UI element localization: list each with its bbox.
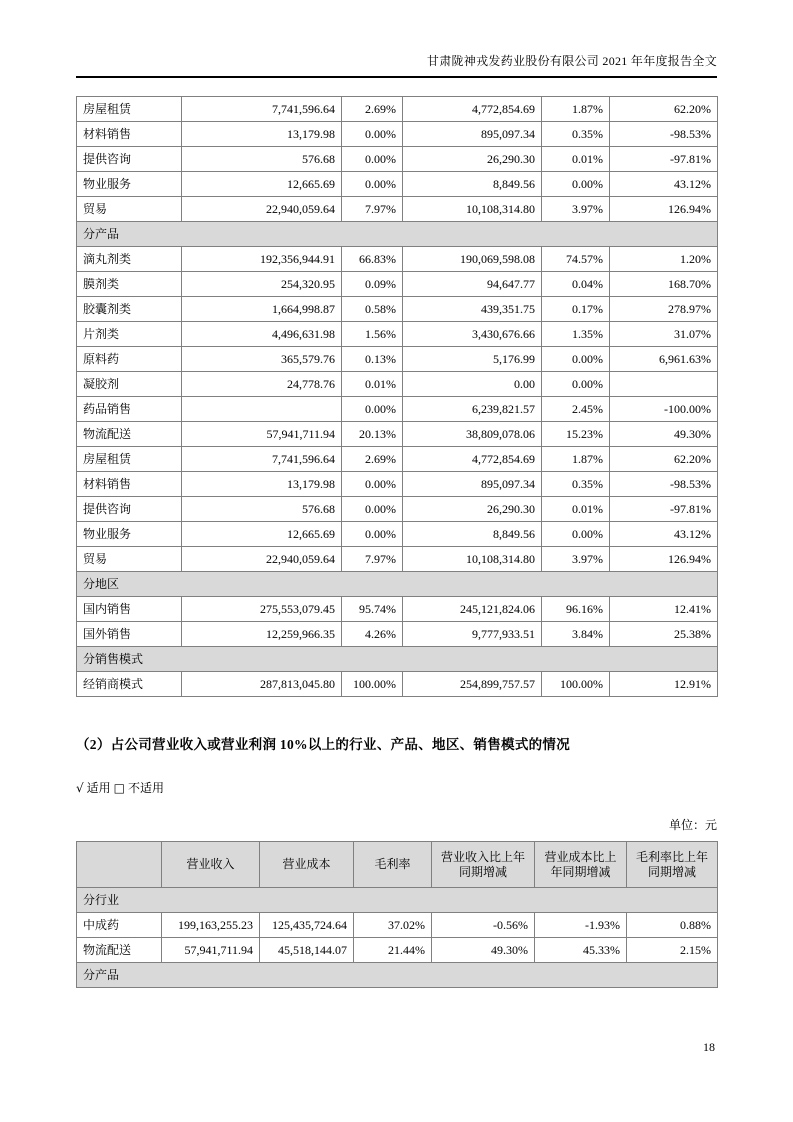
table-row <box>77 197 718 222</box>
cell-value: 24,778.76 <box>182 372 342 397</box>
page-number: 18 <box>703 1040 715 1054</box>
cell-value: 95.74% <box>342 597 403 622</box>
cell-value: 45.33% <box>535 938 627 963</box>
cell-value: 0.00% <box>342 397 403 422</box>
row-label: 片剂类 <box>77 322 182 347</box>
cell-value: 0.13% <box>342 347 403 372</box>
row-label: 物流配送 <box>77 422 182 447</box>
cell-value: -97.81% <box>610 147 718 172</box>
cell-value: 22,940,059.64 <box>182 197 342 222</box>
cell-value: 22,940,059.64 <box>182 547 342 572</box>
cell-value: 0.00% <box>542 172 610 197</box>
cell-value: 5,176.99 <box>403 347 542 372</box>
cell-value: 21.44% <box>354 938 432 963</box>
row-label: 经销商模式 <box>77 672 182 697</box>
cell-value: 576.68 <box>182 497 342 522</box>
cell-value: 12.41% <box>610 597 718 622</box>
cell-value: 57,941,711.94 <box>182 422 342 447</box>
cell-value: 0.00% <box>542 522 610 547</box>
page-content <box>76 0 717 988</box>
table-row <box>77 938 718 963</box>
row-label: 房屋租赁 <box>77 447 182 472</box>
section-label: 分销售模式 <box>77 647 718 672</box>
row-label: 房屋租赁 <box>77 97 182 122</box>
cell-value: 12,259,966.35 <box>182 622 342 647</box>
cell-value: 2.45% <box>542 397 610 422</box>
cell-value: 6,961.63% <box>610 347 718 372</box>
table-row <box>77 547 718 572</box>
row-label: 国外销售 <box>77 622 182 647</box>
cell-value: 10,108,314.80 <box>403 547 542 572</box>
section-label: 分产品 <box>77 222 718 247</box>
cell-value: 0.04% <box>542 272 610 297</box>
table-row <box>77 97 718 122</box>
cell-value: -97.81% <box>610 497 718 522</box>
table-row <box>77 913 718 938</box>
cell-value: 192,356,944.91 <box>182 247 342 272</box>
table-row <box>77 372 718 397</box>
cell-value: 94,647.77 <box>403 272 542 297</box>
column-header: 毛利率比上年同期增减 <box>627 842 718 888</box>
table-row <box>77 272 718 297</box>
table2-body <box>77 888 718 988</box>
check-icon: √ <box>76 781 84 795</box>
cell-value: 168.70% <box>610 272 718 297</box>
table-row <box>77 522 718 547</box>
cell-value: 10,108,314.80 <box>403 197 542 222</box>
cell-value: -100.00% <box>610 397 718 422</box>
table-row <box>77 172 718 197</box>
row-label: 滴丸剂类 <box>77 247 182 272</box>
cell-value: 8,849.56 <box>403 522 542 547</box>
table-row <box>77 447 718 472</box>
cell-value: 31.07% <box>610 322 718 347</box>
cell-value: 100.00% <box>542 672 610 697</box>
cell-value: 13,179.98 <box>182 122 342 147</box>
cell-value: 3.97% <box>542 547 610 572</box>
section-row <box>77 888 718 913</box>
column-header: 营业成本比上年同期增减 <box>535 842 627 888</box>
cell-value: 245,121,824.06 <box>403 597 542 622</box>
cell-value: 62.20% <box>610 97 718 122</box>
table-row <box>77 347 718 372</box>
cell-value: 3.84% <box>542 622 610 647</box>
cell-value: 0.00% <box>542 372 610 397</box>
row-label: 中成药 <box>77 913 162 938</box>
cell-value: 4,772,854.69 <box>403 97 542 122</box>
table-row <box>77 397 718 422</box>
cell-value: 6,239,821.57 <box>403 397 542 422</box>
cell-value: -1.93% <box>535 913 627 938</box>
section-label: 分产品 <box>77 963 718 988</box>
column-header <box>77 842 162 888</box>
cell-value: 125,435,724.64 <box>260 913 354 938</box>
cell-value: 49.30% <box>610 422 718 447</box>
cell-value: 45,518,144.07 <box>260 938 354 963</box>
cell-value: 12.91% <box>610 672 718 697</box>
cell-value: 895,097.34 <box>403 122 542 147</box>
row-label: 贸易 <box>77 197 182 222</box>
applicable-line <box>76 779 717 796</box>
row-label: 物流配送 <box>77 938 162 963</box>
section-row <box>77 647 718 672</box>
section-label: 分行业 <box>77 888 718 913</box>
column-header: 营业收入 <box>162 842 260 888</box>
column-header: 毛利率 <box>354 842 432 888</box>
cell-value: 37.02% <box>354 913 432 938</box>
row-label: 贸易 <box>77 547 182 572</box>
cell-value: 15.23% <box>542 422 610 447</box>
table-row <box>77 297 718 322</box>
table-row <box>77 147 718 172</box>
cell-value: 0.58% <box>342 297 403 322</box>
cell-value: 0.01% <box>542 147 610 172</box>
table-row <box>77 472 718 497</box>
cell-value: 0.35% <box>542 122 610 147</box>
cell-value: 96.16% <box>542 597 610 622</box>
cell-value: 0.00% <box>342 472 403 497</box>
column-header: 营业成本 <box>260 842 354 888</box>
cell-value: 62.20% <box>610 447 718 472</box>
cell-value: 43.12% <box>610 522 718 547</box>
table-row <box>77 247 718 272</box>
cell-value: 0.01% <box>342 372 403 397</box>
cell-value: 1.35% <box>542 322 610 347</box>
row-label: 胶囊剂类 <box>77 297 182 322</box>
cell-value: 7,741,596.64 <box>182 97 342 122</box>
row-label: 材料销售 <box>77 122 182 147</box>
table-row <box>77 322 718 347</box>
cell-value: 3.97% <box>542 197 610 222</box>
cell-value: 0.88% <box>627 913 718 938</box>
cell-value: 13,179.98 <box>182 472 342 497</box>
cell-value: 126.94% <box>610 197 718 222</box>
table-row <box>77 597 718 622</box>
cell-value: 66.83% <box>342 247 403 272</box>
table1-body <box>77 97 718 697</box>
cell-value: 254,320.95 <box>182 272 342 297</box>
column-header: 营业收入比上年同期增减 <box>432 842 535 888</box>
cell-value: 0.00% <box>342 497 403 522</box>
cell-value: 43.12% <box>610 172 718 197</box>
cell-value: 439,351.75 <box>403 297 542 322</box>
row-label: 原料药 <box>77 347 182 372</box>
section-heading: （2）占公司营业收入或营业利润 10%以上的行业、产品、地区、销售模式的情况 <box>76 737 571 752</box>
cell-value: 1,664,998.87 <box>182 297 342 322</box>
row-label: 凝胶剂 <box>77 372 182 397</box>
table2-header-row <box>77 842 718 888</box>
cell-value: 126.94% <box>610 547 718 572</box>
section-row <box>77 572 718 597</box>
cell-value: 26,290.30 <box>403 497 542 522</box>
cell-value: 365,579.76 <box>182 347 342 372</box>
cell-value: 7.97% <box>342 197 403 222</box>
cell-value: 4.26% <box>342 622 403 647</box>
cell-value: 20.13% <box>342 422 403 447</box>
cell-value: 0.00% <box>342 147 403 172</box>
section-label: 分地区 <box>77 572 718 597</box>
cell-value: 576.68 <box>182 147 342 172</box>
unit-label: 单位：元 <box>668 818 717 832</box>
cell-value: 1.87% <box>542 97 610 122</box>
cell-value: 1.56% <box>342 322 403 347</box>
cell-value: 8,849.56 <box>403 172 542 197</box>
cell-value: -0.56% <box>432 913 535 938</box>
cell-value: 0.17% <box>542 297 610 322</box>
cell-value: 0.35% <box>542 472 610 497</box>
cell-value: 74.57% <box>542 247 610 272</box>
cell-value: 1.87% <box>542 447 610 472</box>
cell-value: 2.69% <box>342 97 403 122</box>
industry-summary-table <box>76 841 718 988</box>
row-label: 膜剂类 <box>77 272 182 297</box>
cell-value: -98.53% <box>610 122 718 147</box>
cell-value: 275,553,079.45 <box>182 597 342 622</box>
cell-value: 12,665.69 <box>182 172 342 197</box>
section-row <box>77 963 718 988</box>
applicable-label: 适用 <box>86 781 111 795</box>
row-label: 提供咨询 <box>77 497 182 522</box>
cell-value: 7.97% <box>342 547 403 572</box>
section-row <box>77 222 718 247</box>
row-label: 国内销售 <box>77 597 182 622</box>
cell-value: 0.00% <box>342 522 403 547</box>
cell-value: -98.53% <box>610 472 718 497</box>
row-label: 药品销售 <box>77 397 182 422</box>
cell-value: 49.30% <box>432 938 535 963</box>
cell-value: 190,069,598.08 <box>403 247 542 272</box>
document-header: 甘肃陇神戎发药业股份有限公司 2021 年年度报告全文 <box>76 0 717 78</box>
table-row <box>77 622 718 647</box>
cell-value: 0.00% <box>342 122 403 147</box>
cell-value: 12,665.69 <box>182 522 342 547</box>
table-row <box>77 422 718 447</box>
cell-value: 1.20% <box>610 247 718 272</box>
cell-value: 7,741,596.64 <box>182 447 342 472</box>
cell-value: 9,777,933.51 <box>403 622 542 647</box>
cell-value: 287,813,045.80 <box>182 672 342 697</box>
cell-value <box>610 372 718 397</box>
table-row <box>77 672 718 697</box>
cell-value: 3,430,676.66 <box>403 322 542 347</box>
cell-value: 895,097.34 <box>403 472 542 497</box>
cell-value: 4,496,631.98 <box>182 322 342 347</box>
cell-value: 57,941,711.94 <box>162 938 260 963</box>
cell-value: 26,290.30 <box>403 147 542 172</box>
cell-value: 0.09% <box>342 272 403 297</box>
row-label: 提供咨询 <box>77 147 182 172</box>
cell-value: 38,809,078.06 <box>403 422 542 447</box>
cell-value: 0.00 <box>403 372 542 397</box>
cell-value: 0.00% <box>342 172 403 197</box>
cell-value: 2.15% <box>627 938 718 963</box>
row-label: 物业服务 <box>77 172 182 197</box>
checkbox-empty-icon: □ <box>113 781 126 795</box>
cell-value: 254,899,757.57 <box>403 672 542 697</box>
table-row <box>77 497 718 522</box>
cell-value <box>182 397 342 422</box>
cell-value: 0.00% <box>542 347 610 372</box>
cell-value: 4,772,854.69 <box>403 447 542 472</box>
cell-value: 25.38% <box>610 622 718 647</box>
row-label: 物业服务 <box>77 522 182 547</box>
cell-value: 0.01% <box>542 497 610 522</box>
table-row <box>77 122 718 147</box>
cell-value: 2.69% <box>342 447 403 472</box>
cell-value: 100.00% <box>342 672 403 697</box>
cell-value: 199,163,255.23 <box>162 913 260 938</box>
not-applicable-label: 不适用 <box>128 781 165 795</box>
revenue-breakdown-table <box>76 96 718 697</box>
cell-value: 278.97% <box>610 297 718 322</box>
row-label: 材料销售 <box>77 472 182 497</box>
